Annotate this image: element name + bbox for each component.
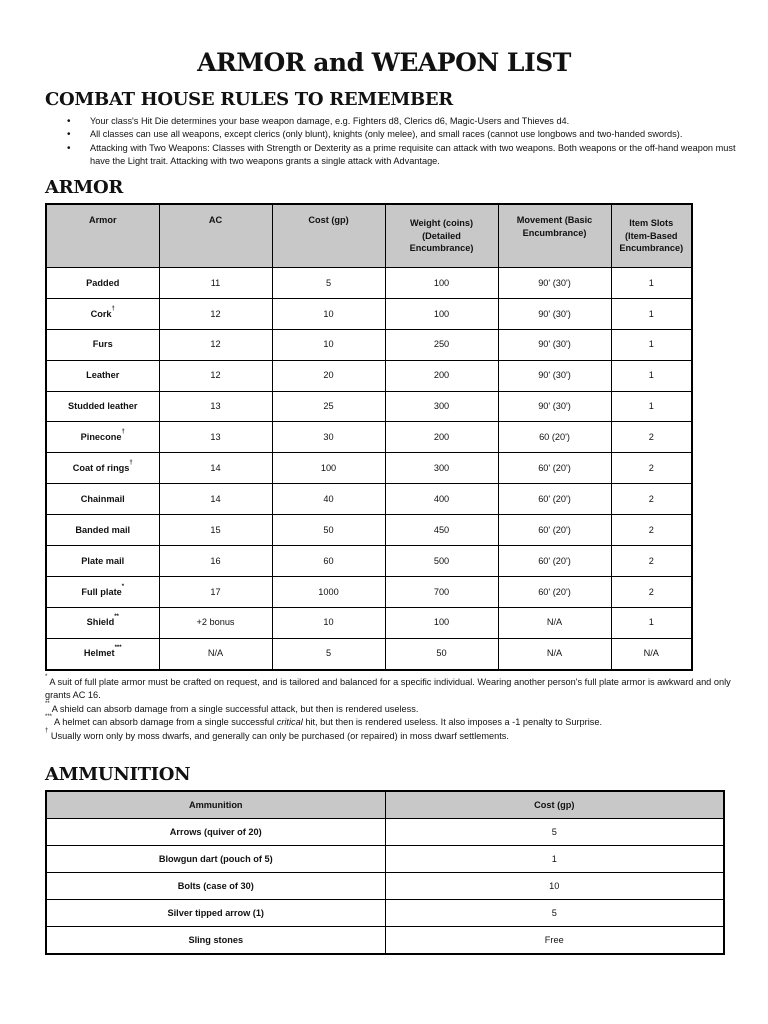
armor-cell-movement: 60' (20') bbox=[498, 576, 611, 607]
armor-name: Plate mail bbox=[81, 555, 125, 566]
armor-cell-weight: 200 bbox=[385, 360, 498, 391]
armor-col-armor: Armor bbox=[46, 204, 159, 268]
armor-cell-slots: 1 bbox=[611, 268, 692, 299]
armor-cell-ac: 12 bbox=[159, 329, 272, 360]
armor-row bbox=[46, 422, 692, 453]
armor-cell-movement: 60' (20') bbox=[498, 453, 611, 484]
armor-cell-movement: 90' (30') bbox=[498, 360, 611, 391]
footnote: † Usually worn only by moss dwarfs, and generally can only be purchased (or repaired) in moss dwarf settlements. bbox=[45, 727, 509, 741]
armor-cell-weight: 300 bbox=[385, 391, 498, 422]
ammunition-table bbox=[45, 790, 725, 955]
house-rule-item: • All classes can use all weapons, except clerics (only blunt), knights (only melee), and small races (cannot use longbows and two-handed swords). bbox=[67, 128, 747, 141]
ammo-header-row bbox=[46, 791, 724, 819]
armor-cell-ac: N/A bbox=[159, 638, 272, 669]
armor-cell-slots: 2 bbox=[611, 453, 692, 484]
armor-cell-weight: 100 bbox=[385, 607, 498, 638]
armor-cell-weight: 250 bbox=[385, 329, 498, 360]
armor-cell-weight: 100 bbox=[385, 268, 498, 299]
ammo-cell-name: Silver tipped arrow (1) bbox=[46, 900, 385, 927]
armor-cell-ac: 14 bbox=[159, 484, 272, 515]
armor-cell-cost: 40 bbox=[272, 484, 385, 515]
armor-cell-movement: 60' (20') bbox=[498, 484, 611, 515]
armor-heading: ARMOR bbox=[45, 177, 123, 198]
armor-cell-name bbox=[46, 329, 159, 360]
armor-row bbox=[46, 298, 692, 329]
ammo-cell-cost: 1 bbox=[385, 846, 724, 873]
armor-row bbox=[46, 576, 692, 607]
armor-name: Leather bbox=[86, 370, 120, 381]
armor-cell-name bbox=[46, 453, 159, 484]
armor-cell-movement: N/A bbox=[498, 638, 611, 669]
ammo-cell-name: Bolts (case of 30) bbox=[46, 873, 385, 900]
armor-cell-slots: 1 bbox=[611, 360, 692, 391]
armor-name: Chainmail bbox=[80, 493, 125, 504]
house-rules-list bbox=[67, 115, 747, 169]
armor-cell-slots: 2 bbox=[611, 515, 692, 546]
ammo-col-name: Ammunition bbox=[46, 791, 385, 819]
armor-cell-cost: 5 bbox=[272, 638, 385, 669]
ammo-cell-name: Blowgun dart (pouch of 5) bbox=[46, 846, 385, 873]
armor-cell-name bbox=[46, 484, 159, 515]
ammo-row bbox=[46, 927, 724, 955]
ammo-row bbox=[46, 819, 724, 846]
armor-cell-slots: 1 bbox=[611, 329, 692, 360]
footnote-mark: * bbox=[121, 583, 125, 590]
footnote: * A suit of full plate armor must be crafted on request, and is tailored and balanced for a specific individual. Wearing another person's full plate armor is awkward and only grants AC 16. bbox=[45, 674, 731, 701]
armor-cell-cost: 20 bbox=[272, 360, 385, 391]
armor-cell-slots: 2 bbox=[611, 576, 692, 607]
ammo-cell-cost: 5 bbox=[385, 819, 724, 846]
armor-cell-movement: 90' (30') bbox=[498, 298, 611, 329]
armor-cell-cost: 30 bbox=[272, 422, 385, 453]
armor-cell-name bbox=[46, 360, 159, 391]
armor-cell-movement: 90' (30') bbox=[498, 391, 611, 422]
armor-cell-slots: 2 bbox=[611, 546, 692, 577]
page-title: ARMOR and WEAPON LIST bbox=[197, 48, 571, 77]
armor-cell-cost: 10 bbox=[272, 607, 385, 638]
armor-cell-name bbox=[46, 391, 159, 422]
armor-name: Full plate bbox=[81, 586, 122, 597]
armor-footnotes bbox=[45, 676, 735, 743]
armor-name: Coat of rings bbox=[72, 463, 130, 474]
ammo-cell-cost: 5 bbox=[385, 900, 724, 927]
footnote: *** A helmet can absorb damage from a single successful critical hit, but then is rendered useless. It also imposes a -1 penalty to Surprise. bbox=[45, 714, 603, 728]
armor-cell-weight: 400 bbox=[385, 484, 498, 515]
armor-cell-cost: 25 bbox=[272, 391, 385, 422]
armor-cell-weight: 300 bbox=[385, 453, 498, 484]
armor-cell-cost: 10 bbox=[272, 298, 385, 329]
armor-name: Shield bbox=[86, 617, 115, 628]
armor-cell-weight: 50 bbox=[385, 638, 498, 669]
armor-row bbox=[46, 638, 692, 669]
armor-cell-name bbox=[46, 638, 159, 669]
ammo-col-cost: Cost (gp) bbox=[385, 791, 724, 819]
armor-cell-ac: 11 bbox=[159, 268, 272, 299]
armor-cell-name bbox=[46, 298, 159, 329]
armor-cell-cost: 60 bbox=[272, 546, 385, 577]
armor-cell-ac: 13 bbox=[159, 422, 272, 453]
armor-cell-ac: 16 bbox=[159, 546, 272, 577]
armor-row bbox=[46, 607, 692, 638]
armor-table bbox=[45, 203, 693, 671]
armor-cell-name bbox=[46, 607, 159, 638]
armor-cell-cost: 10 bbox=[272, 329, 385, 360]
armor-cell-name bbox=[46, 268, 159, 299]
armor-name: Studded leather bbox=[68, 401, 138, 412]
footnote: ** A shield can absorb damage from a single successful attack, but then is rendered useless. bbox=[45, 700, 419, 714]
armor-name: Padded bbox=[86, 277, 120, 288]
armor-cell-ac: 17 bbox=[159, 576, 272, 607]
armor-col-movement: Movement (Basic Encumbrance) bbox=[498, 204, 611, 268]
armor-name: Cork bbox=[90, 308, 112, 319]
armor-cell-movement: 60' (20') bbox=[498, 546, 611, 577]
armor-cell-weight: 100 bbox=[385, 298, 498, 329]
house-rule-item: • Your class's Hit Die determines your base weapon damage, e.g. Fighters d8, Clerics d6, Magic-Users and Thieves d4. bbox=[67, 115, 747, 128]
armor-cell-movement: 60' (20') bbox=[498, 515, 611, 546]
armor-cell-movement: 90' (30') bbox=[498, 329, 611, 360]
ammo-cell-cost: Free bbox=[385, 927, 724, 955]
house-rules-heading: COMBAT HOUSE RULES TO REMEMBER bbox=[45, 89, 453, 110]
armor-cell-slots: 2 bbox=[611, 422, 692, 453]
armor-cell-ac: 12 bbox=[159, 360, 272, 391]
armor-cell-movement: N/A bbox=[498, 607, 611, 638]
armor-cell-ac: 15 bbox=[159, 515, 272, 546]
footnote-mark: † bbox=[111, 305, 115, 312]
armor-name: Furs bbox=[92, 339, 113, 350]
armor-cell-slots: 1 bbox=[611, 391, 692, 422]
armor-cell-ac: 12 bbox=[159, 298, 272, 329]
armor-row bbox=[46, 329, 692, 360]
armor-header-row bbox=[46, 204, 692, 268]
armor-cell-name bbox=[46, 422, 159, 453]
armor-cell-name bbox=[46, 576, 159, 607]
armor-cell-movement: 90' (30') bbox=[498, 268, 611, 299]
ammo-row bbox=[46, 900, 724, 927]
ammo-row bbox=[46, 846, 724, 873]
armor-cell-ac: 13 bbox=[159, 391, 272, 422]
footnote-mark: † bbox=[121, 429, 125, 436]
armor-cell-cost: 50 bbox=[272, 515, 385, 546]
armor-col-cost: Cost (gp) bbox=[272, 204, 385, 268]
armor-col-ac: AC bbox=[159, 204, 272, 268]
armor-row bbox=[46, 453, 692, 484]
armor-cell-movement: 60 (20') bbox=[498, 422, 611, 453]
ammo-cell-name: Arrows (quiver of 20) bbox=[46, 819, 385, 846]
armor-cell-name bbox=[46, 546, 159, 577]
ammo-cell-name: Sling stones bbox=[46, 927, 385, 955]
armor-cell-name bbox=[46, 515, 159, 546]
armor-row bbox=[46, 391, 692, 422]
armor-name: Pinecone bbox=[80, 432, 122, 443]
armor-row bbox=[46, 546, 692, 577]
armor-name: Banded mail bbox=[75, 524, 131, 535]
armor-col-weight: Weight (coins) (Detailed Encumbrance) bbox=[385, 204, 498, 268]
house-rule-item: • Attacking with Two Weapons: Classes with Strength or Dexterity as a prime requisite can attack with two weapons. Both weapons or the off-hand weapon must have the Light trait. Attacking with two weapons grants a single attack with Advantage. bbox=[67, 142, 747, 169]
armor-row bbox=[46, 515, 692, 546]
footnote-mark: ** bbox=[114, 614, 119, 621]
armor-cell-cost: 100 bbox=[272, 453, 385, 484]
armor-row bbox=[46, 360, 692, 391]
armor-cell-weight: 700 bbox=[385, 576, 498, 607]
armor-cell-cost: 5 bbox=[272, 268, 385, 299]
armor-cell-slots: 1 bbox=[611, 607, 692, 638]
ammo-cell-cost: 10 bbox=[385, 873, 724, 900]
armor-cell-ac: +2 bonus bbox=[159, 607, 272, 638]
armor-row bbox=[46, 268, 692, 299]
armor-cell-slots: 1 bbox=[611, 298, 692, 329]
armor-cell-weight: 450 bbox=[385, 515, 498, 546]
footnote-mark: † bbox=[129, 460, 133, 467]
armor-cell-slots: N/A bbox=[611, 638, 692, 669]
armor-cell-weight: 500 bbox=[385, 546, 498, 577]
armor-row bbox=[46, 484, 692, 515]
footnote-mark: *** bbox=[114, 645, 122, 652]
armor-cell-weight: 200 bbox=[385, 422, 498, 453]
armor-cell-cost: 1000 bbox=[272, 576, 385, 607]
ammo-row bbox=[46, 873, 724, 900]
armor-col-slots: Item Slots (Item-Based Encumbrance) bbox=[611, 204, 692, 268]
ammunition-heading: AMMUNITION bbox=[45, 764, 191, 785]
armor-cell-slots: 2 bbox=[611, 484, 692, 515]
armor-name: Helmet bbox=[83, 648, 115, 659]
armor-cell-ac: 14 bbox=[159, 453, 272, 484]
